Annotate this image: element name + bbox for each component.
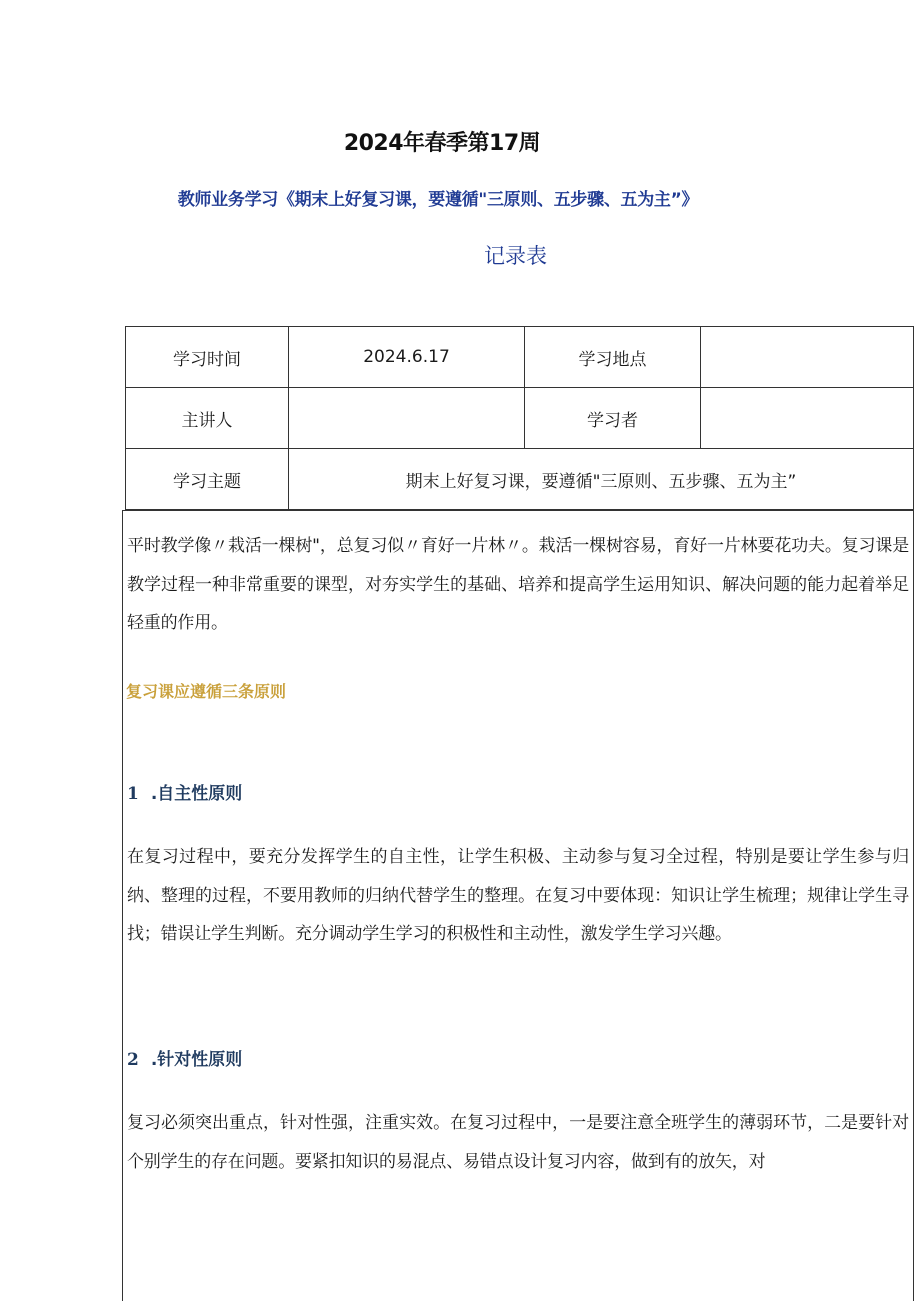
record-label: 记录表 [484,244,547,268]
table-row [126,327,914,388]
principle-1-heading [127,779,242,804]
principle-2-heading [127,1045,242,1070]
principle-2-number: 2 [127,1050,139,1070]
table-row [126,449,914,510]
principle-2-title: .针对性原则 [150,1050,243,1070]
place-value-cell [701,327,914,388]
principle-1-paragraph: 在复习过程中，要充分发挥学生的自主性，让学生积极、主动参与复习全过程，特别是要让学生参与归纳、整理的过程，不要用教师的归纳代替学生的整理。在复习中要体现：知识让学生梳理；规律让学生寻找；错误让学生判断。充分调动学生学习的积极性和主动性，激发学生学习兴趣。 [127,847,909,944]
page-subtitle: 教师业务学习《期末上好复习课，要遵循"三原则、五步骤、五为主”》 [177,190,699,210]
table-row [126,388,914,449]
principle-1-number: 1 [127,784,139,804]
time-value-cell: 2024.6.17 [289,327,525,388]
speaker-value-cell [289,388,525,449]
learner-label-cell: 学习者 [525,388,701,449]
principles-section-heading: 复习课应遵循三条原则 [126,682,287,701]
time-label-cell: 学习时间 [126,327,289,388]
content-box [122,510,914,1301]
place-label-cell: 学习地点 [525,327,701,388]
topic-value-cell: 期末上好复习课，要遵循"三原则、五步骤、五为主” [289,449,914,510]
info-table [125,326,914,510]
learner-value-cell [701,388,914,449]
topic-label-cell: 学习主题 [126,449,289,510]
principle-2-paragraph: 复习必须突出重点，针对性强，注重实效。在复习过程中，一是要注意全班学生的薄弱环节，二是要针对个别学生的存在问题。要紧扣知识的易混点、易错点设计复习内容，做到有的放矢，对 [127,1113,909,1172]
speaker-label-cell: 主讲人 [126,388,289,449]
page-title: 2024年春季第17周 [343,131,541,156]
intro-paragraph: 平时教学像〃栽活一棵树"，总复习似〃育好一片林〃。栽活一棵树容易，育好一片林要花功夫。复习课是教学过程一种非常重要的课型，对夯实学生的基础、培养和提高学生运用知识、解决问题的能力起着举足轻重的作用。 [127,536,909,633]
principle-1-title: .自主性原则 [150,784,243,804]
